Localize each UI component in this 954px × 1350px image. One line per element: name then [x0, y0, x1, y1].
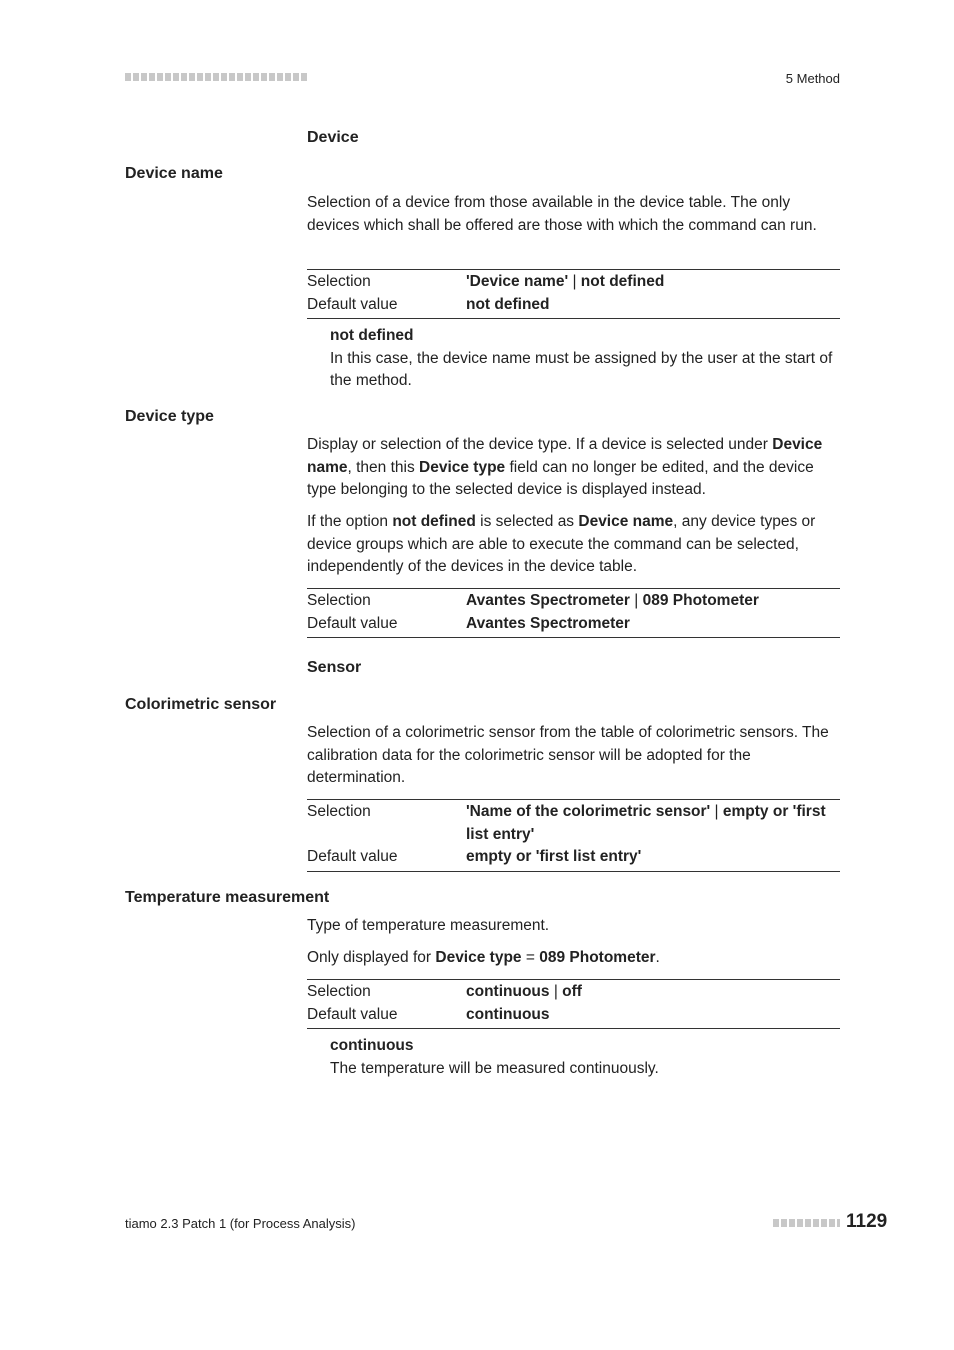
selection-values: 'Device name' | not defined	[466, 273, 665, 290]
page-number: 1129	[846, 1211, 888, 1232]
default-row	[307, 846, 840, 869]
default-label: Default value	[307, 1005, 398, 1023]
device-name-table	[307, 269, 840, 319]
section-heading-sensor: Sensor	[307, 659, 362, 676]
selection-label: Selection	[307, 983, 371, 1000]
colorimetric-sensor-description: Selection of a colorimetric sensor from the table of colorimetric sensors. The calibration data for the colorimetric sensor will be adopted for the determination.	[307, 724, 829, 786]
default-row	[307, 1004, 840, 1027]
device-type-table	[307, 588, 840, 638]
option-description: The temperature will be measured continuously.	[330, 1059, 659, 1077]
default-label: Default value	[307, 614, 398, 632]
option-continuous	[330, 1035, 840, 1080]
option-title: continuous	[330, 1037, 414, 1054]
device-type-paragraph-2: If the option not defined is selected as Device name, any device types or device groups which are able to execute the command can be selected, independently of the devices in the device table.	[307, 513, 816, 575]
colorimetric-sensor-table	[307, 799, 840, 872]
device-name-description: Selection of a device from those available in the device table. The only devices which shall be offered are those with which the command can run.	[307, 194, 817, 234]
param-title-device-type: Device type	[125, 408, 214, 425]
option-title: not defined	[330, 327, 414, 344]
footer-product: tiamo 2.3 Patch 1 (for Process Analysis)	[125, 1216, 356, 1231]
temperature-display-condition: Only displayed for Device type = 089 Photometer.	[307, 949, 660, 966]
device-type-paragraph-1: Display or selection of the device type. If a device is selected under Device name, then this Device type field can no longer be edited, and the device type belonging to the selected device is displayed instead.	[307, 436, 823, 498]
default-value: continuous	[466, 1005, 550, 1023]
default-row	[307, 613, 840, 636]
selection-row	[307, 981, 840, 1004]
option-description: In this case, the device name must be assigned by the user at the start of the method.	[330, 349, 833, 389]
param-title-temperature-measurement: Temperature measurement	[125, 889, 330, 906]
default-value: empty or 'first list entry'	[466, 848, 642, 865]
default-row	[307, 294, 840, 317]
footer-decoration	[773, 1219, 840, 1227]
chapter-label: 5 Method	[785, 71, 840, 86]
header-decoration	[125, 73, 307, 81]
default-value: not defined	[466, 295, 550, 313]
selection-row	[307, 801, 840, 846]
option-not-defined	[330, 325, 840, 393]
selection-row	[307, 590, 840, 613]
selection-label: Selection	[307, 273, 371, 290]
param-title-colorimetric-sensor: Colorimetric sensor	[125, 696, 277, 713]
section-heading-device: Device	[307, 129, 359, 146]
selection-values: continuous | off	[466, 983, 582, 1000]
selection-values: Avantes Spectrometer | 089 Photometer	[466, 592, 759, 609]
default-label: Default value	[307, 848, 398, 865]
default-label: Default value	[307, 295, 398, 313]
selection-label: Selection	[307, 803, 371, 820]
selection-values: 'Name of the colorimetric sensor' | empty or 'first list entry'	[466, 803, 826, 843]
selection-row	[307, 271, 840, 294]
param-title-device-name: Device name	[125, 165, 223, 182]
selection-label: Selection	[307, 592, 371, 609]
temperature-description: Type of temperature measurement.	[307, 917, 550, 934]
temperature-table	[307, 979, 840, 1029]
default-value: Avantes Spectrometer	[466, 614, 630, 632]
